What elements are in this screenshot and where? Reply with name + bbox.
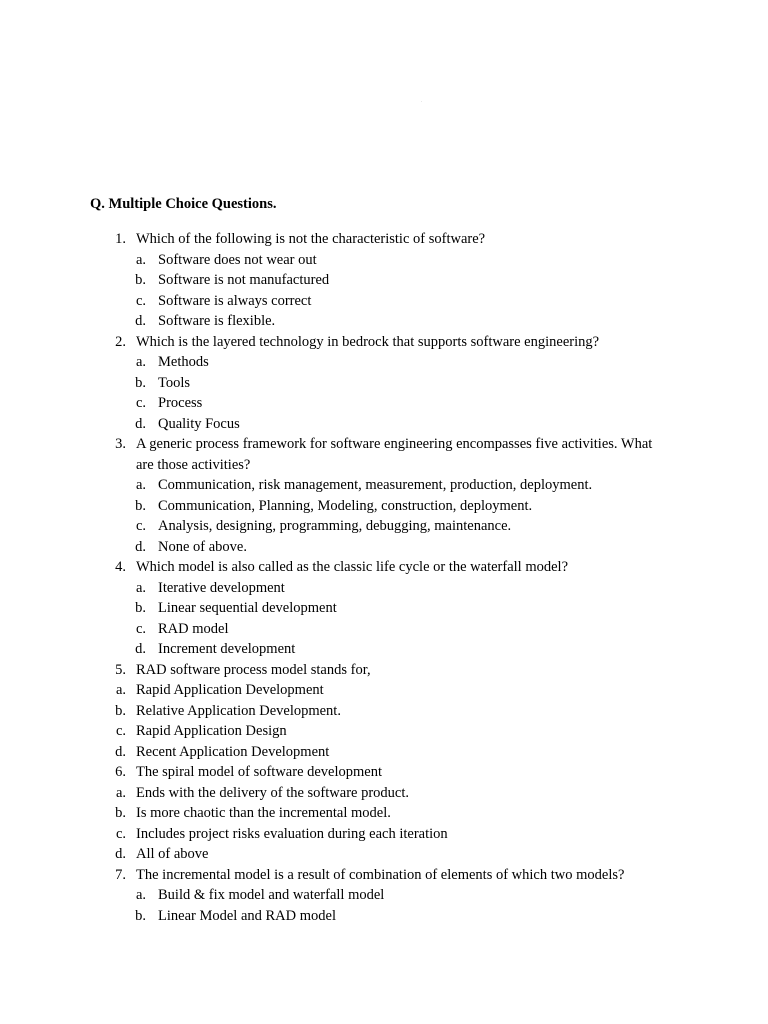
option-letter: c. [115,723,126,739]
answer-option [0,803,768,824]
answer-option [0,475,768,496]
answer-option [0,619,768,640]
option-letter: b. [135,374,146,391]
option-letter: b. [115,805,126,821]
answer-option [0,783,768,804]
answer-option [0,885,768,906]
option-letter: c. [135,620,146,637]
option-text: Recent Application Development [136,743,330,760]
answer-option [0,516,768,537]
answer-option [0,680,768,701]
question-text: RAD software process model stands for, [136,661,371,678]
option-text: Analysis, designing, programming, debugging, maintenance. [158,518,512,534]
answer-option [0,701,768,722]
question-number: 3. [115,436,126,452]
option-letter: d. [115,743,126,760]
option-letter: d. [135,641,146,657]
option-text: Software is always correct [158,292,312,309]
option-text: Methods [158,354,209,370]
option-text: All of above [136,846,209,862]
answer-option [0,270,768,291]
option-text: None of above. [158,538,247,555]
question-list [0,229,768,926]
answer-option [0,742,768,763]
question-line [0,455,768,476]
question-number: 6. [115,764,126,780]
question-text: Which model is also called as the classic life cycle or the waterfall model? [136,559,569,575]
option-letter: d. [115,846,126,862]
option-letter: d. [135,313,146,329]
option-letter: c. [115,825,126,842]
answer-option [0,537,768,558]
option-text: Software does not wear out [158,251,317,268]
answer-option [0,844,768,865]
question-text: The spiral model of software development [136,764,383,780]
option-letter: a. [135,579,146,596]
answer-option [0,291,768,312]
question-number: 5. [115,661,126,678]
option-letter: b. [135,600,146,616]
option-letter: d. [135,415,146,432]
answer-option [0,721,768,742]
option-text: Communication, risk management, measurement, production, deployment. [158,477,593,493]
answer-option [0,824,768,845]
option-text: Is more chaotic than the incremental model. [136,805,391,821]
option-letter: c. [135,395,146,411]
question-line [0,229,768,250]
scan-speck [421,101,422,102]
answer-option [0,578,768,599]
option-letter: d. [135,538,146,555]
answer-option [0,496,768,517]
question-number: 4. [115,559,126,575]
option-letter: b. [135,272,146,288]
answer-option [0,639,768,660]
question-line [0,865,768,886]
option-text: Includes project risks evaluation during each iteration [136,825,448,842]
answer-option [0,250,768,271]
answer-option [0,414,768,435]
option-letter: a. [135,477,146,493]
option-text: Software is flexible. [158,313,276,329]
option-text: Linear Model and RAD model [158,907,336,924]
option-text: Rapid Application Design [136,723,287,739]
option-text: Increment development [158,641,296,657]
option-text: Linear sequential development [158,600,337,616]
question-line [0,332,768,353]
option-letter: a. [115,784,126,801]
section-heading: Q. Multiple Choice Questions. [90,196,277,212]
question-line [0,557,768,578]
question-number: 7. [115,866,126,883]
option-letter: a. [135,251,146,268]
option-text: Ends with the delivery of the software product. [136,784,410,801]
answer-option [0,373,768,394]
option-letter: b. [135,497,146,514]
option-text: Communication, Planning, Modeling, construction, deployment. [158,497,533,514]
question-text: Which of the following is not the characteristic of software? [136,231,486,247]
question-line [0,434,768,455]
question-line [0,762,768,783]
answer-option [0,906,768,927]
option-letter: b. [135,907,146,924]
option-letter: b. [115,702,126,719]
answer-option [0,598,768,619]
option-text: Tools [158,374,191,391]
question-line [0,660,768,681]
answer-option [0,352,768,373]
option-letter: a. [115,682,126,698]
question-text: are those activities? [136,456,251,473]
option-text: Relative Application Development. [136,702,341,719]
option-text: Iterative development [158,579,285,596]
option-text: Rapid Application Development [136,682,324,698]
question-text: The incremental model is a result of combination of elements of which two models? [136,866,625,883]
option-letter: a. [135,887,146,903]
answer-option [0,393,768,414]
option-text: Build & fix model and waterfall model [158,887,385,903]
question-text: A generic process framework for software engineering encompasses five activities. What [136,436,653,452]
option-text: Process [158,395,203,411]
option-text: Software is not manufactured [158,272,330,288]
question-number: 2. [115,333,126,350]
option-letter: a. [135,354,146,370]
question-text: Which is the layered technology in bedrock that supports software engineering? [136,333,600,350]
answer-option [0,311,768,332]
option-letter: c. [135,518,146,534]
option-text: RAD model [158,620,229,637]
option-text: Quality Focus [158,415,240,432]
option-letter: c. [135,292,146,309]
question-number: 1. [115,231,126,247]
